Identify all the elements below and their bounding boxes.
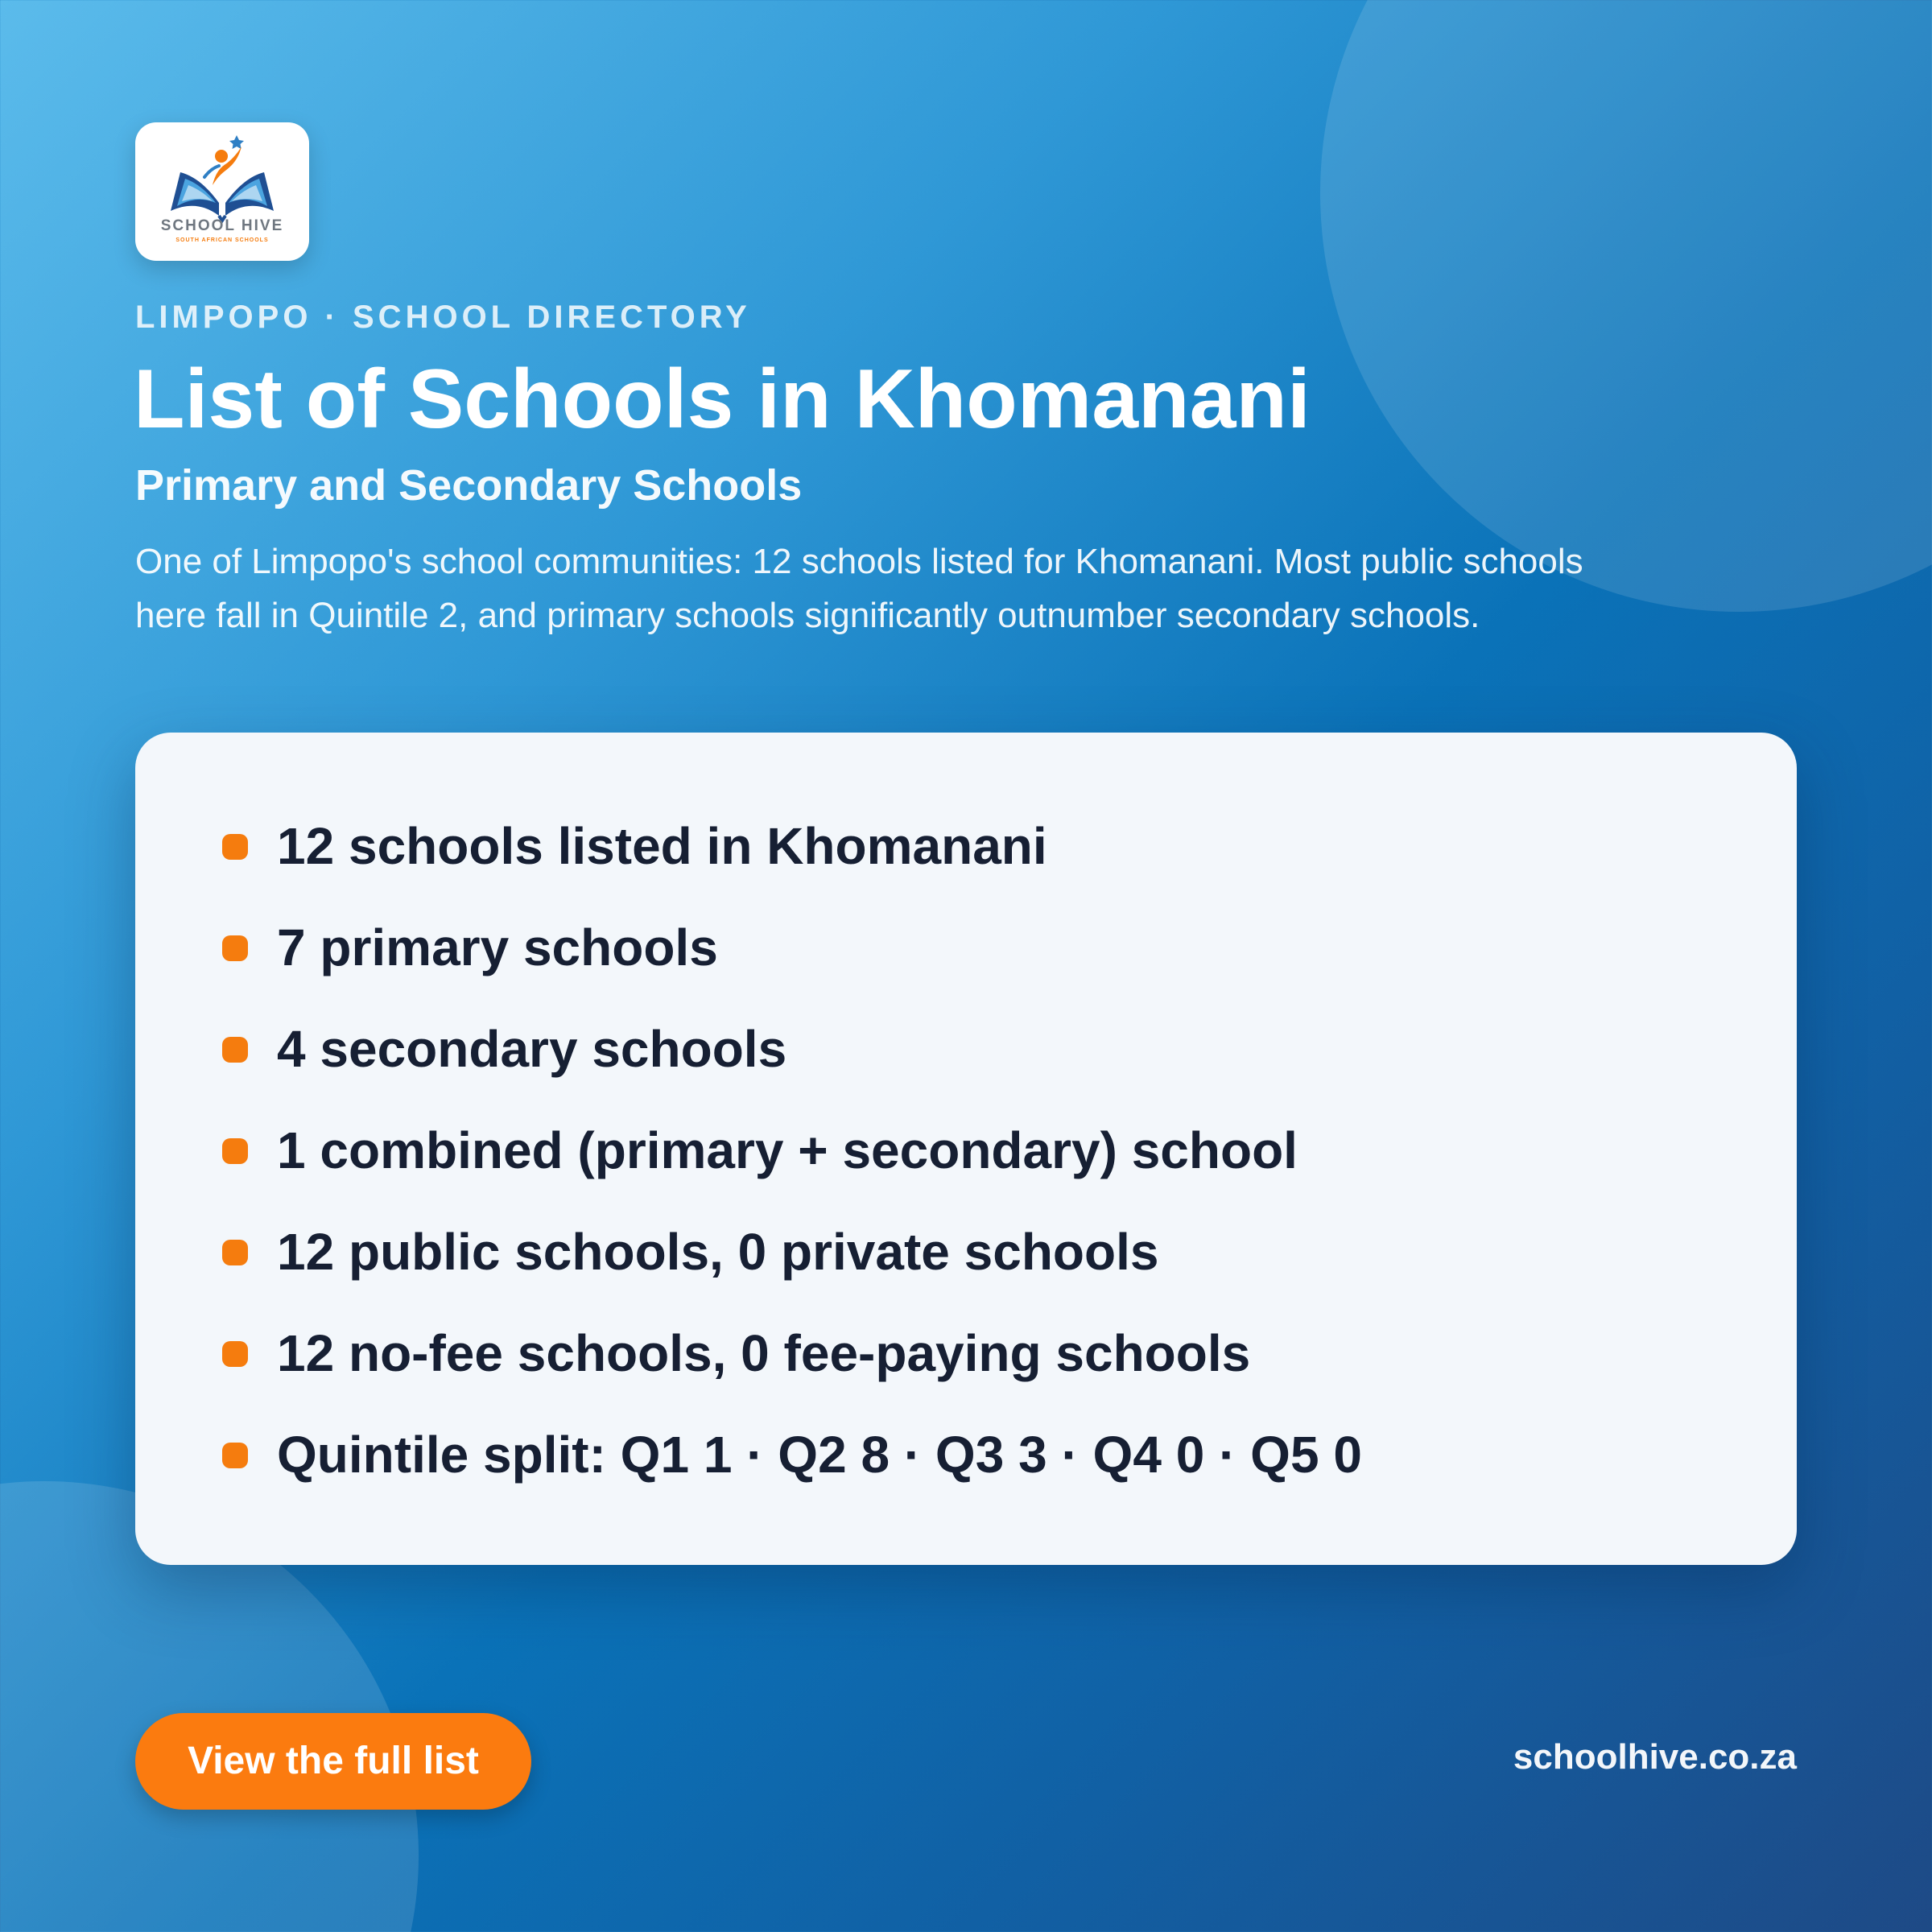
bullet-icon — [222, 834, 248, 860]
facts-card — [135, 733, 1797, 1565]
facts-list — [222, 810, 1362, 1520]
bullet-icon — [222, 1138, 248, 1164]
site-url[interactable]: schoolhive.co.za — [1513, 1737, 1797, 1777]
fact-item — [222, 1418, 1362, 1520]
bullet-icon — [222, 1443, 248, 1468]
fact-text: 4 secondary schools — [277, 1020, 787, 1078]
view-full-list-button[interactable]: View the full list — [135, 1713, 531, 1810]
fact-text: 1 combined (primary + secondary) school — [277, 1121, 1298, 1179]
school-hive-logo — [135, 122, 309, 261]
decorative-circle-top — [1320, 0, 1932, 612]
fact-text: 7 primary schools — [277, 919, 718, 976]
fact-item — [222, 1216, 1362, 1317]
fact-item — [222, 1013, 1362, 1114]
bullet-icon — [222, 1240, 248, 1265]
page-description: One of Limpopo's school communities: 12 schools listed for Khomanani. Most public schools here fall in Quintile 2, and primary schools significantly outnumber secondary schools. — [135, 542, 1583, 635]
fact-item — [222, 1317, 1362, 1418]
fact-item — [222, 1114, 1362, 1216]
fact-item — [222, 810, 1362, 911]
bullet-icon — [222, 1037, 248, 1063]
page-kicker: LIMPOPO · SCHOOL DIRECTORY — [135, 299, 751, 335]
page-title: List of Schools in Khomanani — [134, 353, 1311, 446]
fact-text: 12 no-fee schools, 0 fee-paying schools — [277, 1324, 1251, 1382]
page-subtitle: Primary and Secondary Schools — [135, 461, 803, 510]
fact-text: 12 schools listed in Khomanani — [277, 817, 1047, 875]
fact-item — [222, 911, 1362, 1013]
logo-wordmark: SCHOOL HIVE — [160, 217, 284, 234]
fact-text: Quintile split: Q1 1 · Q2 8 · Q3 3 · Q4 0 · Q5 0 — [277, 1426, 1362, 1484]
logo-tagline: SOUTH AFRICAN SCHOOLS — [175, 237, 269, 243]
bullet-icon — [222, 935, 248, 961]
bullet-icon — [222, 1341, 248, 1367]
fact-text: 12 public schools, 0 private schools — [277, 1223, 1159, 1281]
